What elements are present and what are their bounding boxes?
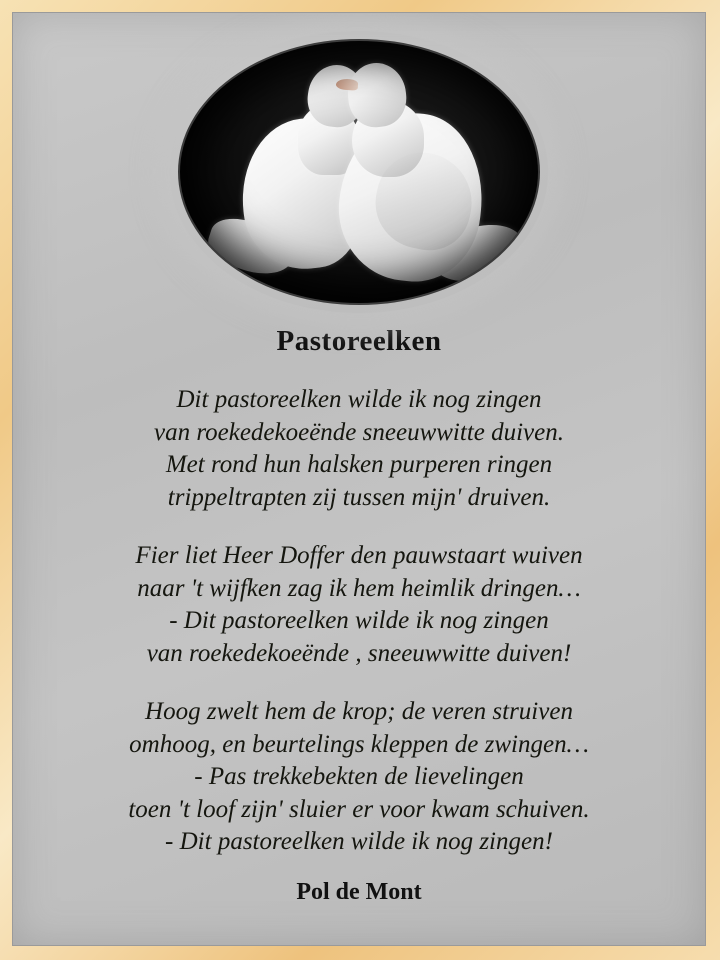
poem-line: Hoog zwelt hem de krop; de veren struiven: [145, 698, 573, 725]
poem-line: van roekedekoeënde sneeuwwitte duiven.: [153, 418, 564, 446]
page-title: Pastoreelken: [276, 325, 442, 357]
poem-line: naar 't wijfken zag ik hem heimlik dringen…: [137, 574, 581, 602]
poem-line: van roekedekoeënde , sneeuwwitte duiven!: [146, 639, 572, 667]
poem-line: Dit pastoreelken wilde ik nog zingen: [176, 386, 542, 413]
poem-line: trippeltrapten zij tussen mijn' druiven.: [167, 483, 551, 511]
poem-line: - Pas trekkebekten de lievelingen: [194, 763, 524, 790]
photo-oval-mask: [180, 41, 538, 303]
poster-card: [12, 12, 706, 946]
poem-line: Fier liet Heer Doffer den pauwstaart wuiven: [135, 542, 583, 569]
poem-line: - Dit pastoreelken wilde ik nog zingen!: [165, 828, 553, 855]
poem-line: - Dit pastoreelken wilde ik nog zingen: [169, 607, 549, 634]
poem-stanza: [13, 696, 705, 859]
poem-body: [13, 384, 705, 859]
dove-photo: [180, 41, 538, 303]
poem-stanza: [13, 384, 705, 514]
poem-line: toen 't loof zijn' sluier er voor kwam schuiven.: [128, 795, 590, 823]
poem-line: omhoog, en beurtelings kleppen de zwingen…: [129, 730, 589, 758]
poem-line: Met rond hun halsken purperen ringen: [165, 451, 553, 478]
poem-author: Pol de Mont: [296, 878, 422, 905]
poem-stanza: [13, 540, 705, 670]
